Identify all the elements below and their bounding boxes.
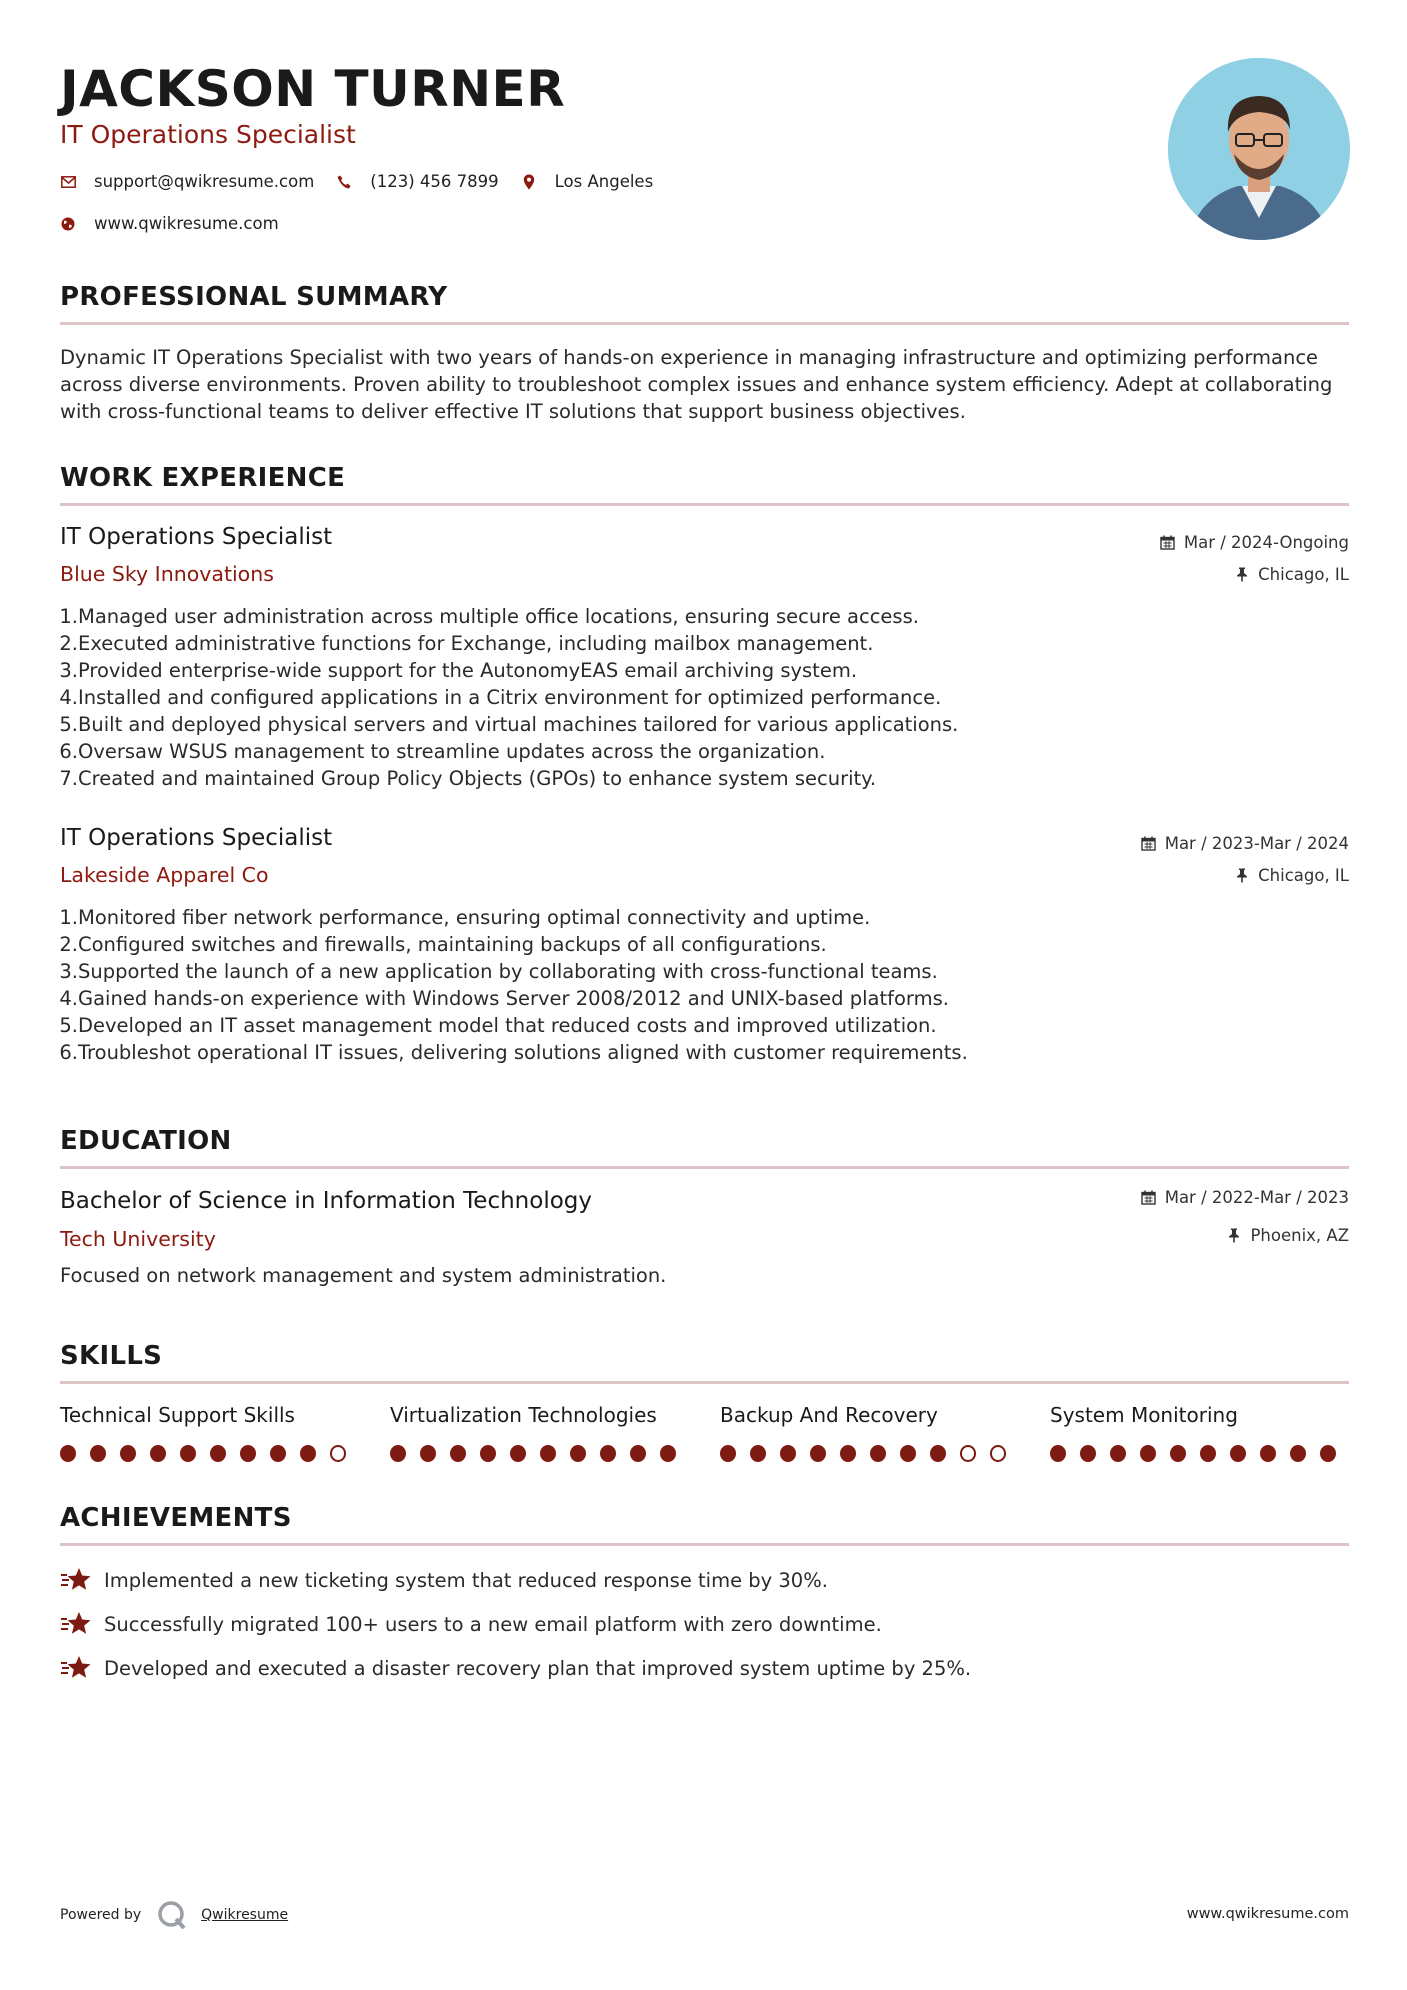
section-divider bbox=[60, 1381, 1349, 1384]
rating-dot-empty bbox=[990, 1445, 1006, 1462]
education-heading: EDUCATION bbox=[60, 1126, 232, 1156]
list-item: 2. Executed administrative functions for Exchange, including mailbox management. bbox=[59, 632, 874, 655]
skills-heading: SKILLS bbox=[60, 1341, 163, 1371]
job-company: Blue Sky Innovations bbox=[60, 562, 274, 586]
summary-text: Dynamic IT Operations Specialist with two years of hands-on experience in managing infrastructure and optimizing performance across diverse environments. Proven ability to troubleshoot complex issues and enhance system efficiency. Adept at collaborating with cross-functional teams to deliver effective IT solutions that support business objectives. bbox=[60, 346, 1333, 423]
rating-dot-filled bbox=[300, 1445, 316, 1462]
section-divider bbox=[60, 322, 1349, 325]
qwikresume-logo-icon bbox=[157, 1900, 187, 1930]
candidate-title: IT Operations Specialist bbox=[60, 120, 356, 149]
job-dates-text: Mar / 2023-Mar / 2024 bbox=[1164, 834, 1349, 853]
globe-icon bbox=[60, 216, 76, 232]
rating-dot-filled bbox=[1110, 1445, 1126, 1462]
list-item: 1. Monitored fiber network performance, ensuring optimal connectivity and uptime. bbox=[59, 906, 871, 929]
list-item: 2. Configured switches and firewalls, maintaining backups of all configurations. bbox=[59, 933, 827, 956]
school-name: Tech University bbox=[60, 1227, 216, 1251]
rating-dot-filled bbox=[840, 1445, 856, 1462]
profile-photo bbox=[1168, 58, 1350, 240]
star-icon bbox=[60, 1654, 92, 1682]
skill-rating bbox=[1050, 1445, 1350, 1462]
achievement-item bbox=[60, 1566, 828, 1594]
skill-name: Virtualization Technologies bbox=[390, 1403, 657, 1427]
skill-name: Technical Support Skills bbox=[60, 1403, 295, 1427]
envelope-icon bbox=[60, 174, 76, 190]
list-item: 6. Troubleshot operational IT issues, delivering solutions aligned with customer requirements. bbox=[59, 1041, 968, 1064]
section-divider bbox=[60, 1166, 1349, 1169]
list-item: 4. Gained hands-on experience with Windows Server 2008/2012 and UNIX-based platforms. bbox=[59, 987, 949, 1010]
job-title: IT Operations Specialist bbox=[60, 825, 333, 851]
website-text[interactable]: www.qwikresume.com bbox=[94, 214, 279, 233]
phone-item bbox=[336, 172, 498, 191]
rating-dot-filled bbox=[1140, 1445, 1156, 1462]
candidate-name: JACKSON TURNER bbox=[60, 60, 566, 118]
achievement-item bbox=[60, 1654, 971, 1682]
star-icon bbox=[60, 1566, 92, 1594]
rating-dot-filled bbox=[600, 1445, 616, 1462]
job-title: IT Operations Specialist bbox=[60, 524, 333, 550]
skill-rating bbox=[720, 1445, 1020, 1462]
qwikresume-link[interactable]: Qwikresume bbox=[201, 1907, 289, 1923]
pushpin-icon bbox=[1234, 868, 1250, 884]
pushpin-icon bbox=[1226, 1228, 1242, 1244]
education-dates bbox=[1141, 1188, 1349, 1207]
rating-dot-filled bbox=[480, 1445, 496, 1462]
achievement-item bbox=[60, 1610, 882, 1638]
footer-powered-by bbox=[60, 1900, 288, 1930]
rating-dot-filled bbox=[570, 1445, 586, 1462]
pushpin-icon bbox=[1234, 567, 1250, 583]
rating-dot-filled bbox=[870, 1445, 886, 1462]
footer-website[interactable]: www.qwikresume.com bbox=[1186, 1906, 1349, 1922]
rating-dot-filled bbox=[750, 1445, 766, 1462]
list-item: 3. Provided enterprise-wide support for the AutonomyEAS email archiving system. bbox=[59, 659, 858, 682]
job-location bbox=[1234, 565, 1349, 584]
website-item bbox=[60, 214, 279, 233]
list-item: 5. Developed an IT asset management model that reduced costs and improved utilization. bbox=[59, 1014, 937, 1037]
list-item: 4. Installed and configured applications in a Citrix environment for optimized performance. bbox=[59, 686, 942, 709]
achievement-text: Implemented a new ticketing system that reduced response time by 30%. bbox=[104, 1568, 828, 1592]
powered-by-text: Powered by bbox=[60, 1907, 142, 1923]
rating-dot-filled bbox=[900, 1445, 916, 1462]
map-pin-icon bbox=[521, 174, 537, 190]
list-item: 1. Managed user administration across multiple office locations, ensuring secure access. bbox=[59, 605, 919, 628]
rating-dot-filled bbox=[930, 1445, 946, 1462]
list-item: 5. Built and deployed physical servers and virtual machines tailored for various applications. bbox=[59, 713, 959, 736]
calendar-icon bbox=[1141, 1190, 1157, 1206]
rating-dot-filled bbox=[1320, 1445, 1336, 1462]
email-item bbox=[60, 172, 314, 191]
email-text[interactable]: support@qwikresume.com bbox=[94, 172, 315, 191]
rating-dot-filled bbox=[270, 1445, 286, 1462]
job-company: Lakeside Apparel Co bbox=[60, 863, 269, 887]
experience-heading: WORK EXPERIENCE bbox=[60, 463, 346, 493]
rating-dot-filled bbox=[780, 1445, 796, 1462]
list-item: 7. Created and maintained Group Policy Objects (GPOs) to enhance system security. bbox=[59, 767, 877, 790]
star-icon bbox=[60, 1610, 92, 1638]
rating-dot-filled bbox=[60, 1445, 76, 1462]
job-bullets bbox=[52, 603, 1332, 792]
achievements-heading: ACHIEVEMENTS bbox=[60, 1503, 292, 1533]
rating-dot-filled bbox=[240, 1445, 256, 1462]
degree-title: Bachelor of Science in Information Technology bbox=[60, 1188, 592, 1214]
job-location-text: Chicago, IL bbox=[1258, 866, 1349, 885]
rating-dot-filled bbox=[390, 1445, 406, 1462]
rating-dot-filled bbox=[450, 1445, 466, 1462]
skill-name: Backup And Recovery bbox=[720, 1403, 938, 1427]
education-description: Focused on network management and system administration. bbox=[60, 1264, 667, 1287]
rating-dot-filled bbox=[660, 1445, 676, 1462]
job-bullets bbox=[52, 904, 1332, 1066]
rating-dot-filled bbox=[630, 1445, 646, 1462]
skill-item bbox=[390, 1403, 690, 1462]
calendar-icon bbox=[1160, 535, 1176, 551]
education-dates-text: Mar / 2022-Mar / 2023 bbox=[1164, 1188, 1349, 1207]
job-location bbox=[1234, 866, 1349, 885]
rating-dot-filled bbox=[90, 1445, 106, 1462]
education-location bbox=[1226, 1226, 1349, 1245]
location-item bbox=[521, 172, 654, 191]
rating-dot-filled bbox=[210, 1445, 226, 1462]
job-location-text: Chicago, IL bbox=[1258, 565, 1349, 584]
skill-rating bbox=[390, 1445, 690, 1462]
section-divider bbox=[60, 503, 1349, 506]
education-location-text: Phoenix, AZ bbox=[1250, 1226, 1349, 1245]
rating-dot-filled bbox=[180, 1445, 196, 1462]
calendar-icon bbox=[1141, 836, 1157, 852]
rating-dot-filled bbox=[420, 1445, 436, 1462]
summary-heading: PROFESSIONAL SUMMARY bbox=[60, 282, 448, 312]
rating-dot-filled bbox=[150, 1445, 166, 1462]
phone-text[interactable]: (123) 456 7899 bbox=[370, 172, 499, 191]
rating-dot-filled bbox=[1080, 1445, 1096, 1462]
rating-dot-filled bbox=[1200, 1445, 1216, 1462]
rating-dot-filled bbox=[1290, 1445, 1306, 1462]
rating-dot-filled bbox=[810, 1445, 826, 1462]
location-text: Los Angeles bbox=[554, 172, 654, 191]
list-item: 3. Supported the launch of a new application by collaborating with cross-functional teams. bbox=[59, 960, 938, 983]
list-item: 6. Oversaw WSUS management to streamline updates across the organization. bbox=[59, 740, 826, 763]
achievement-text: Successfully migrated 100+ users to a new email platform with zero downtime. bbox=[104, 1612, 882, 1636]
achievement-text: Developed and executed a disaster recovery plan that improved system uptime by 25%. bbox=[104, 1656, 972, 1680]
skill-item bbox=[60, 1403, 360, 1462]
rating-dot-filled bbox=[510, 1445, 526, 1462]
contact-row bbox=[60, 172, 675, 191]
skill-rating bbox=[60, 1445, 360, 1462]
job-dates-text: Mar / 2024-Ongoing bbox=[1183, 533, 1349, 552]
rating-dot-empty bbox=[330, 1445, 346, 1462]
job-dates bbox=[1141, 834, 1349, 853]
phone-icon bbox=[336, 174, 352, 190]
rating-dot-filled bbox=[540, 1445, 556, 1462]
rating-dot-filled bbox=[1230, 1445, 1246, 1462]
job-dates bbox=[1160, 533, 1349, 552]
rating-dot-filled bbox=[1050, 1445, 1066, 1462]
skill-item bbox=[1050, 1403, 1350, 1462]
rating-dot-empty bbox=[960, 1445, 976, 1462]
contact-row-website bbox=[60, 214, 301, 233]
section-divider bbox=[60, 1543, 1349, 1546]
rating-dot-filled bbox=[1260, 1445, 1276, 1462]
rating-dot-filled bbox=[120, 1445, 136, 1462]
skill-name: System Monitoring bbox=[1050, 1403, 1238, 1427]
skill-item bbox=[720, 1403, 1020, 1462]
rating-dot-filled bbox=[1170, 1445, 1186, 1462]
rating-dot-filled bbox=[720, 1445, 736, 1462]
